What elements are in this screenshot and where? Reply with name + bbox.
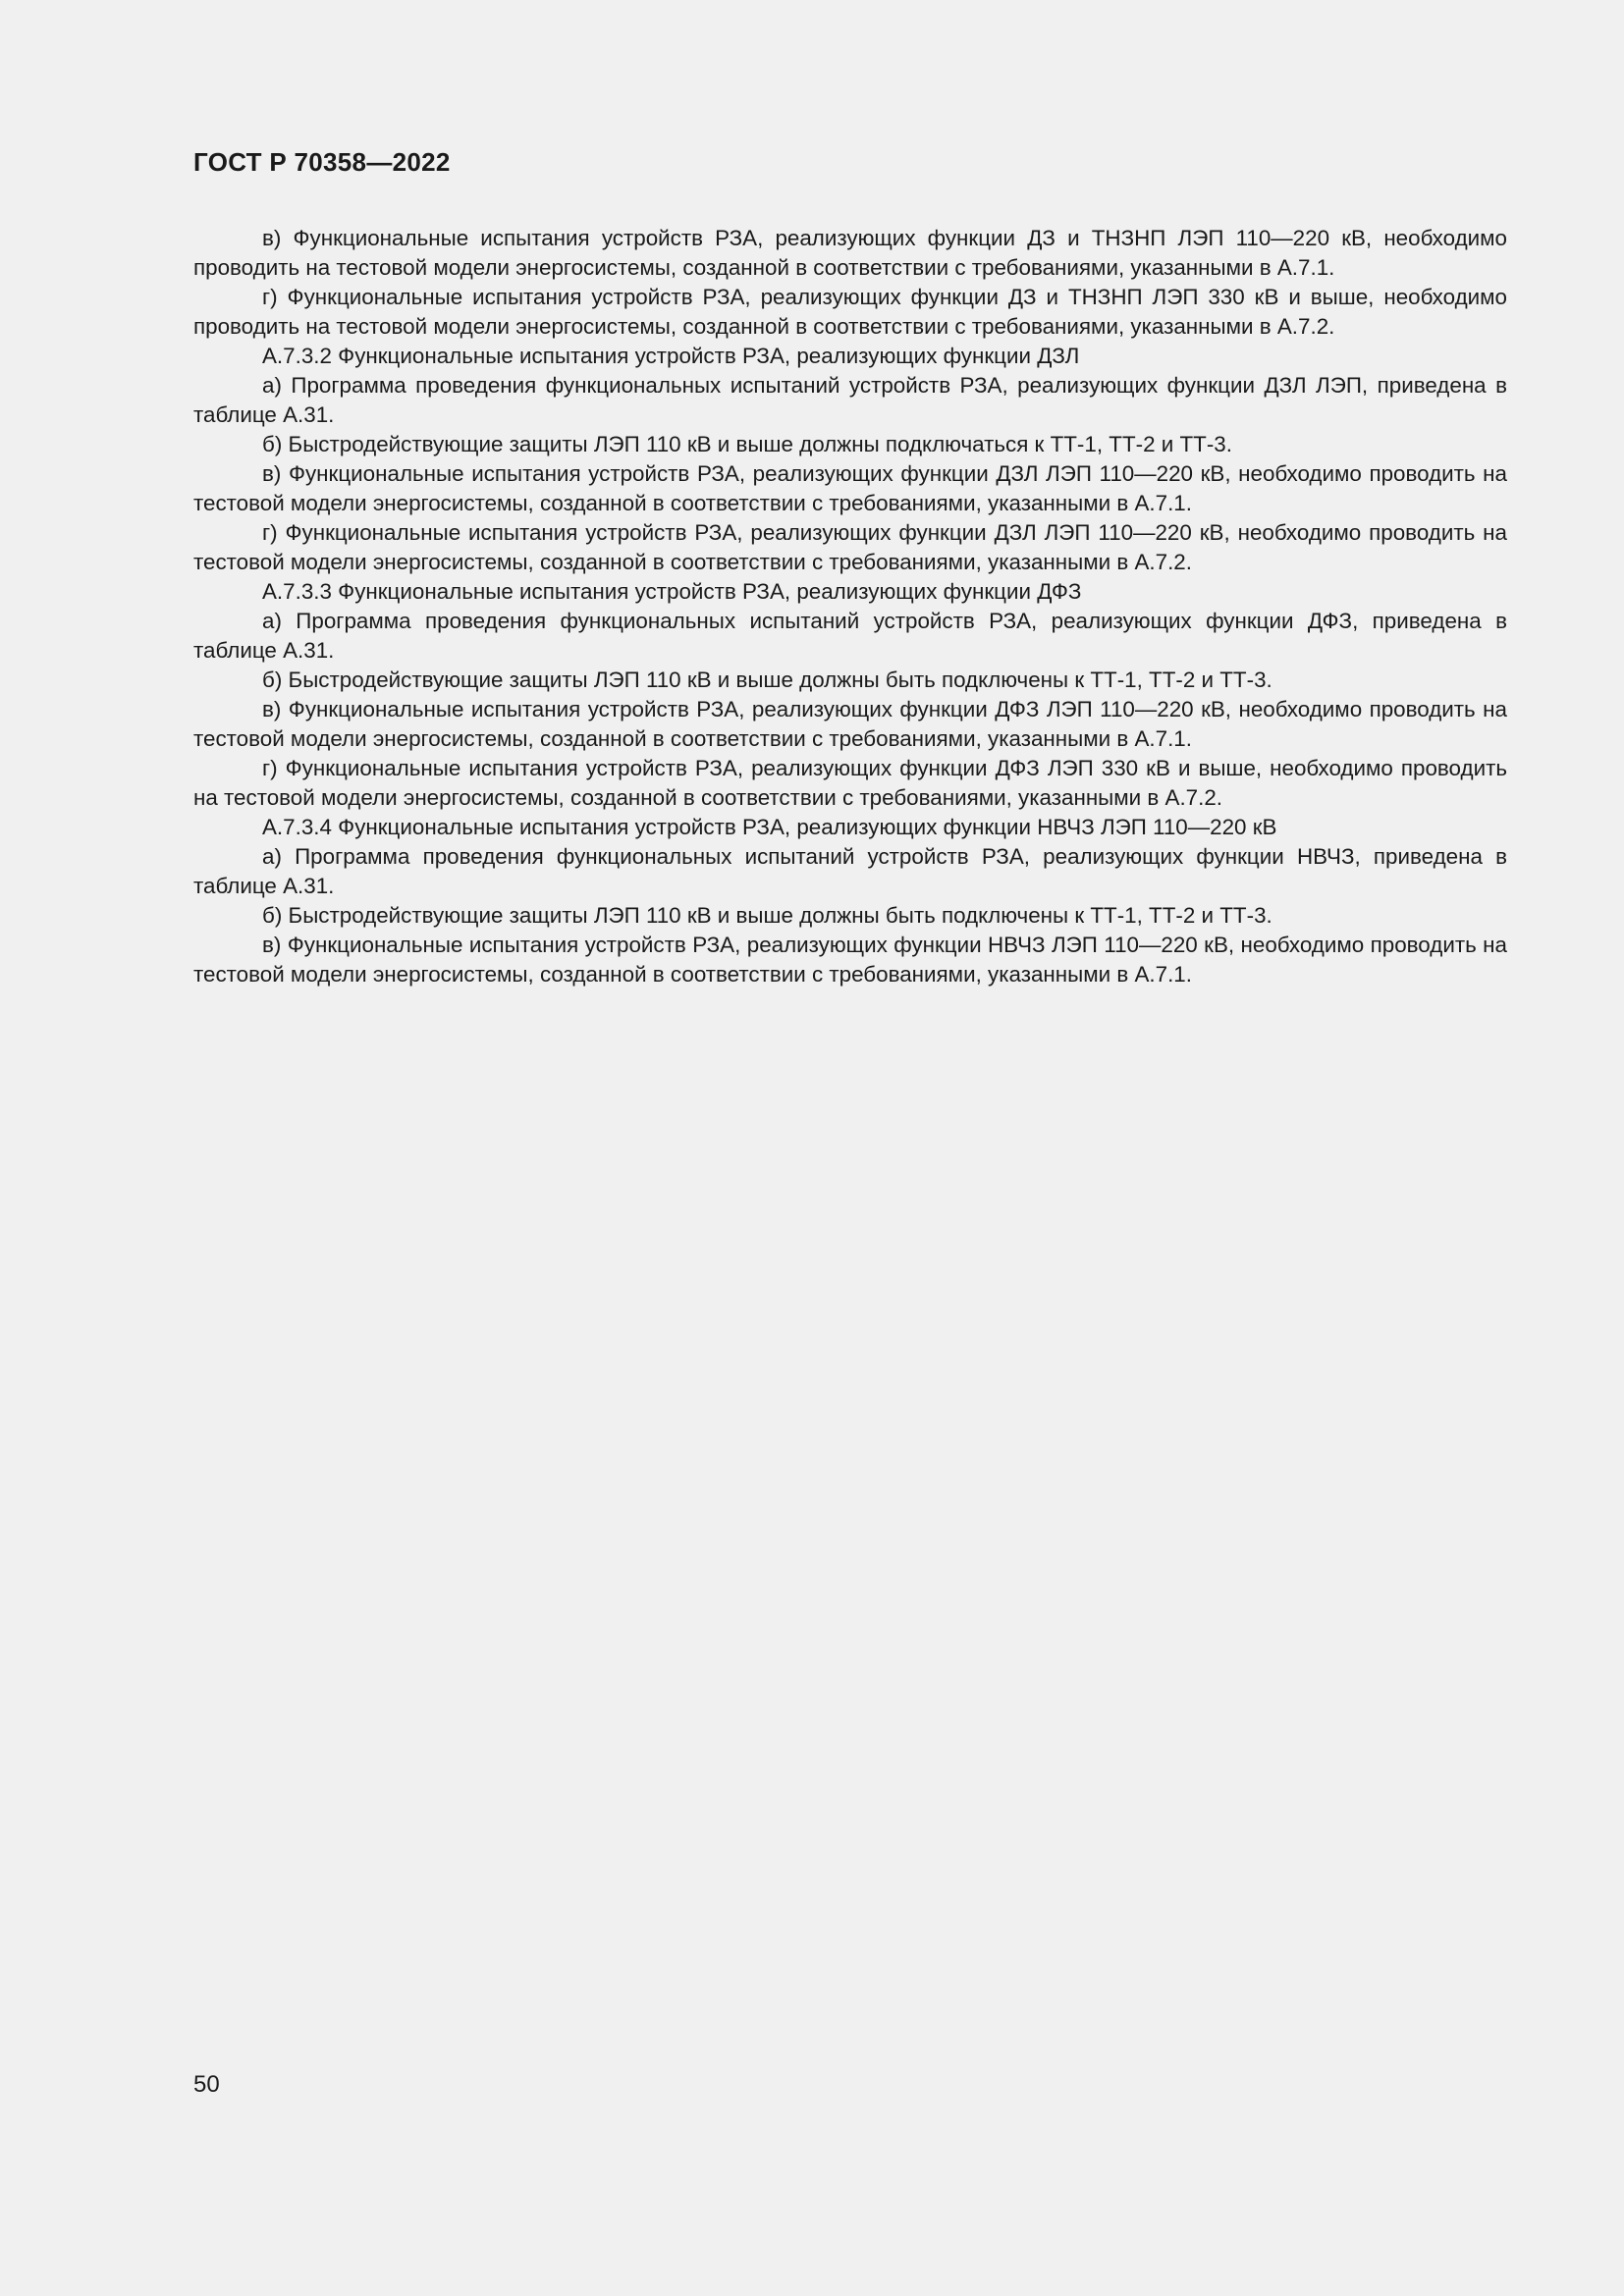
paragraph-a-dfz-program: а) Программа проведения функциональных испытаний устройств РЗА, реализующих функции ДФЗ, приведена в таблице А.31. xyxy=(193,609,1507,663)
paragraph-v-dz-110-220: в) Функциональные испытания устройств РЗА, реализующих функции ДЗ и ТНЗНП ЛЭП 110—220 кВ, необходимо проводить на тестовой модели энергосистемы, созданной в соответствии с требованиями, указанными в А.7.1. xyxy=(193,226,1507,280)
paragraph-g-dfz-330: г) Функциональные испытания устройств РЗА, реализующих функции ДФЗ ЛЭП 330 кВ и выше, необходимо проводить на тестовой модели энергосистемы, созданной в соответствии с требованиями, указанными в А.7.2. xyxy=(193,756,1507,810)
paragraph-b-dzl-protection: б) Быстродействующие защиты ЛЭП 110 кВ и выше должны подключаться к ТТ-1, ТТ-2 и ТТ-3. xyxy=(262,432,1232,456)
paragraph-a-nvchz-program: а) Программа проведения функциональных испытаний устройств РЗА, реализующих функции НВЧЗ, приведена в таблице А.31. xyxy=(193,844,1507,898)
paragraph-g-dz-330: г) Функциональные испытания устройств РЗА, реализующих функции ДЗ и ТНЗНП ЛЭП 330 кВ и выше, необходимо проводить на тестовой модели энергосистемы, созданной в соответствии с требованиями, указанными в А.7.2. xyxy=(193,285,1507,339)
section-heading-a-7-3-3: А.7.3.3 Функциональные испытания устройств РЗА, реализующих функции ДФЗ xyxy=(262,579,1082,604)
paragraph-b-dfz-protection: б) Быстродействующие защиты ЛЭП 110 кВ и выше должны быть подключены к ТТ-1, ТТ-2 и ТТ-3. xyxy=(262,667,1272,692)
document-header: ГОСТ Р 70358—2022 xyxy=(193,147,451,177)
page-number: 50 xyxy=(193,2071,220,2098)
section-heading-a-7-3-2: А.7.3.2 Функциональные испытания устройств РЗА, реализующих функции ДЗЛ xyxy=(262,344,1080,368)
paragraph-a-dzl-program: а) Программа проведения функциональных испытаний устройств РЗА, реализующих функции ДЗЛ ЛЭП, приведена в таблице А.31. xyxy=(193,373,1507,427)
paragraph-v-nvchz-110-220: в) Функциональные испытания устройств РЗА, реализующих функции НВЧЗ ЛЭП 110—220 кВ, необходимо проводить на тестовой модели энергосистемы, созданной в соответствии с требованиями, указанными в А.7.1. xyxy=(193,933,1507,987)
section-heading-a-7-3-4: А.7.3.4 Функциональные испытания устройств РЗА, реализующих функции НВЧЗ ЛЭП 110—220 кВ xyxy=(262,815,1277,839)
paragraph-v-dzl-110-220: в) Функциональные испытания устройств РЗА, реализующих функции ДЗЛ ЛЭП 110—220 кВ, необходимо проводить на тестовой модели энергосистемы, созданной в соответствии с требованиями, указанными в А.7.1. xyxy=(193,461,1507,515)
paragraph-g-dzl-110-220: г) Функциональные испытания устройств РЗА, реализующих функции ДЗЛ ЛЭП 110—220 кВ, необходимо проводить на тестовой модели энергосистемы, созданной в соответствии с требованиями, указанными в А.7.2. xyxy=(193,520,1507,574)
document-body xyxy=(193,224,1507,989)
paragraph-v-dfz-110-220: в) Функциональные испытания устройств РЗА, реализующих функции ДФЗ ЛЭП 110—220 кВ, необходимо проводить на тестовой модели энергосистемы, созданной в соответствии с требованиями, указанными в А.7.1. xyxy=(193,697,1507,751)
paragraph-b-nvchz-protection: б) Быстродействующие защиты ЛЭП 110 кВ и выше должны быть подключены к ТТ-1, ТТ-2 и ТТ-3. xyxy=(262,903,1272,928)
